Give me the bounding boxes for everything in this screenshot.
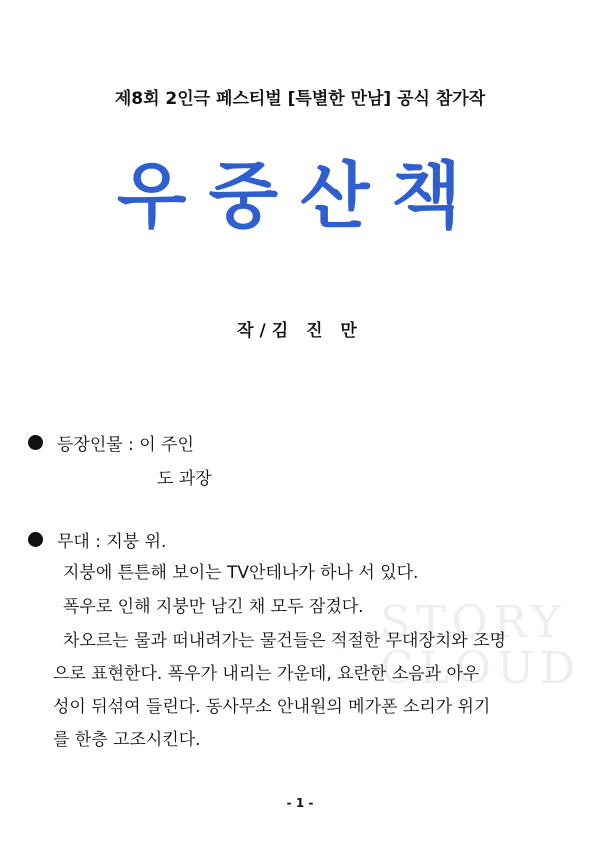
stage-line: 폭우로 인해 지붕만 남긴 채 모두 잠겼다. bbox=[63, 597, 364, 617]
play-title: 우중산책 bbox=[116, 154, 484, 238]
author-line: 작/김 진 만 bbox=[237, 321, 363, 341]
stage-line: 지붕에 튼튼해 보이는 TV안테나가 하나 서 있다. bbox=[63, 563, 419, 583]
cast-section bbox=[28, 430, 194, 455]
stage-section bbox=[28, 527, 166, 552]
cast-second: 도 과장 bbox=[157, 469, 212, 489]
stage-label: 무대 : 지붕 위. bbox=[57, 532, 167, 552]
stage-line: 성이 뒤섞여 들린다. 동사무소 안내원의 메가폰 소리가 위기 bbox=[53, 697, 491, 717]
watermark-line: CLOUD bbox=[380, 643, 582, 694]
festival-subtitle: 제8회 2인극 페스티벌 [특별한 만남] 공식 참가작 bbox=[114, 89, 486, 109]
stage-line: 으로 표현한다. 폭우가 내리는 가운데, 요란한 소음과 아우 bbox=[53, 664, 480, 684]
watermark-line: STORY bbox=[380, 597, 567, 648]
cast-label: 등장인물 : 이 주인 bbox=[57, 435, 194, 455]
stage-line: 차오르는 물과 떠내려가는 물건들은 적절한 무대장치와 조명 bbox=[63, 631, 506, 651]
page-number: - 1 - bbox=[286, 796, 314, 810]
bullet-icon bbox=[28, 532, 43, 547]
bullet-icon bbox=[28, 435, 43, 450]
stage-line: 를 한층 고조시킨다. bbox=[53, 730, 201, 750]
